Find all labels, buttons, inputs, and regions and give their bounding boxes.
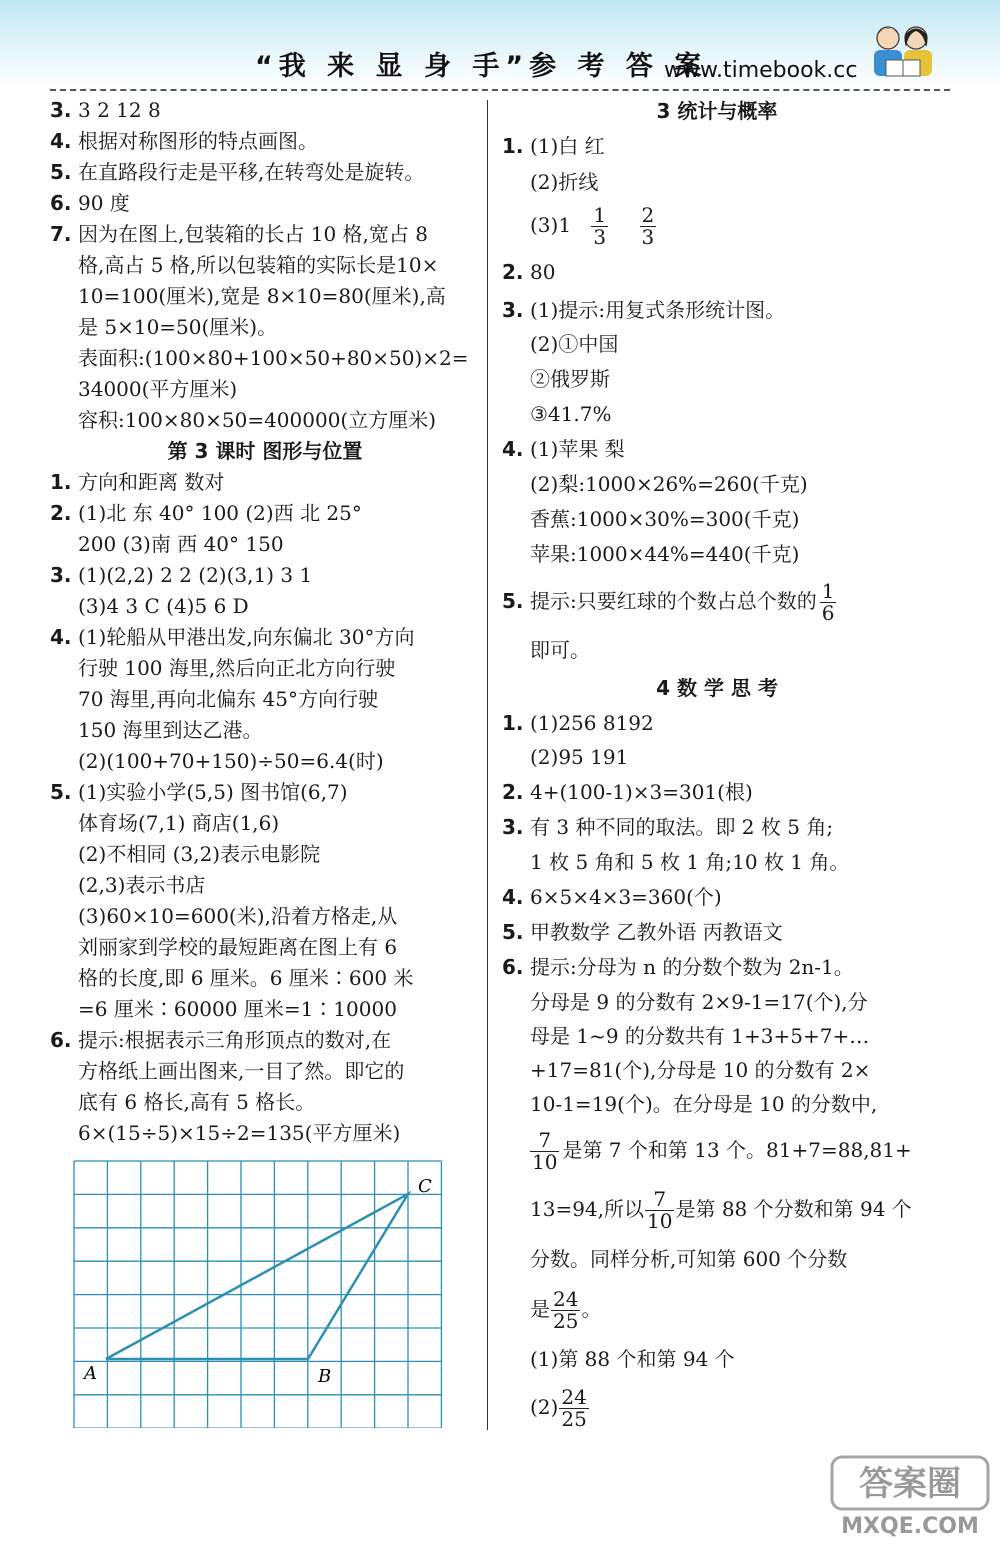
section-answer-6: 6. 提示:根据表示三角形顶点的数对,在 <box>50 1028 392 1052</box>
answer-4: 4. 根据对称图形的特点画图。 <box>50 129 318 153</box>
right-column <box>502 95 932 1435</box>
section-answer-5-line: =6 厘米∶60000 厘米=1∶10000 <box>78 997 397 1021</box>
column-divider <box>487 100 488 1430</box>
grid-lines <box>74 1161 441 1428</box>
section-answer-5-line: 刘丽家到学校的最短距离在图上有 6 <box>78 935 398 959</box>
stat-answer-4-line: (2)梨:1000×26%=260(千克) <box>530 472 808 496</box>
section-answer-5: 5. (1)实验小学(5,5) 图书馆(6,7) <box>50 780 348 804</box>
watermark-site: MXQE.COM <box>841 1514 979 1539</box>
section-answer-5-line: 格的长度,即 6 厘米。6 厘米∶600 米 <box>78 966 414 990</box>
triangle-grid-figure <box>72 1160 446 1428</box>
section-answer-5-line: (2,3)表示书店 <box>78 873 206 897</box>
answer-5: 5. 在直路段行走是平移,在转弯处是旋转。 <box>50 160 425 184</box>
fraction-2-3: $\frac{2}{3}$ <box>641 203 655 249</box>
kids-reading-icon <box>868 20 938 86</box>
think-answer-6-fraction-line: 13=94,所以 $\frac{7}{10}$ 是第 88 个分数和第 94 个 <box>530 1187 912 1233</box>
watermark-text: 答案圈 <box>859 1464 961 1504</box>
section-answer-2: 2. (1)北 东 40° 100 (2)西 北 25° <box>50 501 362 525</box>
answer-7: 7. 因为在图上,包装箱的长占 10 格,宽占 8 <box>50 222 428 246</box>
think-answer-6-line: 分数。同样分析,可知第 600 个分数 <box>530 1247 848 1271</box>
point-b-label: B <box>318 1366 332 1387</box>
site-url[interactable]: www.timebook.cc <box>664 58 858 83</box>
think-answer-2: 2. 4+(100-1)×3=301(根) <box>502 780 753 804</box>
section-heading-thinking: 4 数 学 思 考 <box>656 676 778 700</box>
stat-answer-4-line: 香蕉:1000×30%=300(千克) <box>530 507 800 531</box>
fraction-7-10-b: $\frac{7}{10}$ <box>647 1187 673 1233</box>
surface-area-result: 34000(平方厘米) <box>78 377 238 401</box>
header-rule <box>50 89 950 91</box>
volume-line: 容积:100×80×50=400000(立方厘米) <box>78 408 437 432</box>
triangle-abc <box>106 1194 408 1359</box>
answer-3: 3. 3 2 12 8 <box>50 98 161 122</box>
section-answer-4-line: 150 海里到达乙港。 <box>78 718 263 742</box>
section-answer-1: 1. 方向和距离 数对 <box>50 470 225 494</box>
think-answer-5: 5. 甲教数学 乙教外语 丙教语文 <box>502 920 783 944</box>
think-answer-4: 4. 6×5×4×3=360(个) <box>502 885 722 909</box>
answer-7-line: 格,高占 5 格,所以包装箱的实际长是10× <box>78 253 439 277</box>
section-answer-2-line: 200 (3)南 西 40° 150 <box>78 532 284 556</box>
section-answer-6-line: 底有 6 格长,高有 5 格长。 <box>78 1090 316 1114</box>
think-answer-6-line: 分母是 9 的分数有 2×9-1=17(个),分 <box>530 990 868 1014</box>
surface-area-line: 表面积:(100×80+100×50+80×50)×2= <box>78 346 469 370</box>
fraction-7-10: $\frac{7}{10}$ <box>532 1128 558 1174</box>
section-answer-5-line: 体育场(7,1) 商店(1,6) <box>78 811 280 835</box>
answer-7-line: 是 5×10=50(厘米)。 <box>78 315 278 339</box>
think-answer-6-fraction-line: $\frac{7}{10}$ 是第 7 个和第 13 个。81+7=88,81+ <box>532 1128 912 1174</box>
stat-answer-1-fractions: (3)1 $\frac{1}{3}$ $\frac{2}{3}$ <box>530 203 655 249</box>
think-answer-6-fraction-line: 是 $\frac{24}{25}$ 。 <box>530 1287 602 1333</box>
left-column <box>50 95 480 1149</box>
section-answer-4-line: 行驶 100 海里,然后向正北方向行驶 <box>78 656 396 680</box>
section-answer-4: 4. (1)轮船从甲港出发,向东偏北 30°方向 <box>50 625 415 649</box>
fraction-24-25-b: $\frac{24}{25}$ <box>561 1385 587 1431</box>
think-answer-3: 3. 有 3 种不同的取法。即 2 枚 5 角; <box>502 815 834 839</box>
think-answer-6-fraction-line: (2) $\frac{24}{25}$ <box>530 1385 587 1431</box>
section-answer-3: 3. (1)(2,2) 2 2 (2)(3,1) 3 1 <box>50 563 313 587</box>
section-answer-3-line: (3)4 3 C (4)5 6 D <box>78 594 249 618</box>
watermark-logo <box>830 1455 990 1540</box>
section-answer-4-line: (2)(100+70+150)÷50=6.4(时) <box>78 749 384 773</box>
section-heading-statistics: 3 统计与概率 <box>656 99 778 123</box>
think-answer-6-line: 母是 1~9 的分数共有 1+3+5+7+… <box>530 1024 870 1048</box>
think-answer-1-line: (2)95 191 <box>530 745 629 769</box>
fraction-1-3: $\frac{1}{3}$ <box>593 203 607 249</box>
think-answer-6-line: (1)第 88 个和第 94 个 <box>530 1347 735 1371</box>
stat-answer-4: 4. (1)苹果 梨 <box>502 437 625 461</box>
think-answer-6: 6. 提示:分母为 n 的分数个数为 2n-1。 <box>502 955 854 979</box>
section-answer-6-line: 方格纸上画出图来,一目了然。即它的 <box>78 1059 405 1083</box>
stat-answer-3-line: (2)①中国 <box>530 332 619 356</box>
section-answer-5-line: (3)60×10=600(米),沿着方格走,从 <box>78 904 398 928</box>
stat-answer-5-line: 即可。 <box>530 638 590 662</box>
fraction-1-6: $\frac{1}{6}$ <box>821 579 835 625</box>
stat-answer-1-line: (2)折线 <box>530 170 599 194</box>
point-a-label: A <box>84 1363 97 1384</box>
answer-6: 6. 90 度 <box>50 191 130 215</box>
point-c-label: C <box>418 1176 432 1197</box>
section-heading: 第 3 课时 图形与位置 <box>167 439 363 463</box>
fraction-24-25: $\frac{24}{25}$ <box>553 1287 579 1333</box>
page-title: “我 来 显 身 手”参 考 答 案 <box>255 51 708 82</box>
section-answer-4-line: 70 海里,再向北偏东 45°方向行驶 <box>78 687 378 711</box>
think-answer-6-line: 10-1=19(个)。在分母是 10 的分数中, <box>530 1092 878 1116</box>
think-answer-6-line: +17=81(个),分母是 10 的分数有 2× <box>530 1058 871 1082</box>
section-answer-5-line: (2)不相同 (3,2)表示电影院 <box>78 842 321 866</box>
stat-answer-3: 3. (1)提示:用复式条形统计图。 <box>502 298 786 322</box>
stat-answer-5: 5. 提示:只要红球的个数占总个数的 $\frac{1}{6}$ <box>502 579 835 625</box>
section-answer-6-line: 6×(15÷5)×15÷2=135(平方厘米) <box>78 1121 401 1145</box>
stat-answer-3-line: ③41.7% <box>530 402 612 426</box>
stat-answer-2: 2. 80 <box>502 260 556 284</box>
think-answer-3-line: 1 枚 5 角和 5 枚 1 角;10 枚 1 角。 <box>530 850 850 874</box>
answer-7-line: 10=100(厘米),宽是 8×10=80(厘米),高 <box>78 284 446 308</box>
stat-answer-1: 1. (1)白 红 <box>502 134 605 158</box>
stat-answer-4-line: 苹果:1000×44%=440(千克) <box>530 542 800 566</box>
think-answer-1: 1. (1)256 8192 <box>502 711 654 735</box>
stat-answer-3-line: ②俄罗斯 <box>530 367 610 391</box>
